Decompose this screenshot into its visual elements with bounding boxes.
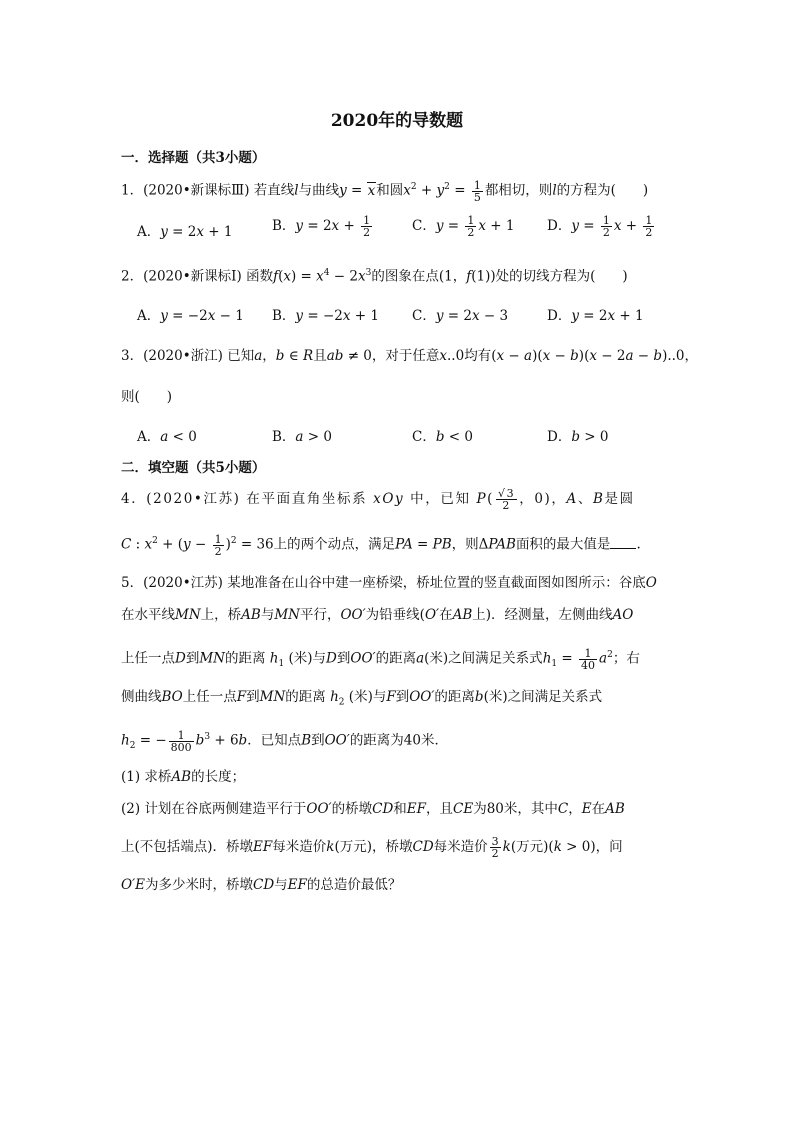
- question-3-options: [137, 425, 677, 449]
- answer-blank[interactable]: [610, 536, 636, 549]
- question-5-part-1: (1) 求桥AB的长度；: [121, 769, 246, 785]
- question-5: 5．(2020•江苏) 某地准备在山谷中建一座桥梁，桥址位置的竖直截面图如图所示：谷底O: [121, 575, 657, 591]
- question-5-part-2-line-2: 上(不包括端点)．桥墩EF每米造价k(万元)，桥墩CD每米造价 $\frac{3}{2}$ k(万元)(k > 0)，问: [121, 835, 623, 860]
- section-heading-fill: 二．填空题（共5小题）: [121, 460, 266, 476]
- question-5-line-5: $h_2$ = − $\frac{1}{800}$ $b^3 + 6b$．已知点B到OO′的距离为40米．: [121, 728, 448, 754]
- question-5-part-2: (2) 计划在谷底两侧建造平行于OO′的桥墩CD和EF，且CE为80米，其中C，E在AB: [121, 801, 625, 817]
- q3-option-d: D．b > 0: [547, 429, 609, 445]
- question-1-options: [137, 214, 677, 244]
- q1-option-b: B．y = 2x + $\frac{1}{2}$: [272, 214, 371, 239]
- question-5-line-2: 在水平线MN上，桥AB与MN平行，OO′为铅垂线(O′在AB上)．经测量，左侧曲线AO: [121, 607, 634, 623]
- question-2: 2．(2020•新课标Ⅰ) 函数$f(x) = x^4 - 2x^3$的图象在点(1，f(1))处的切线方程为( ): [121, 268, 628, 285]
- question-3: 3．(2020•浙江) 已知a，b ∈ R且ab ≠ 0，对于任意x..0均有(x − a)(x − b)(x − 2a − b)..0，: [121, 348, 699, 364]
- q1-option-d: D．y = $\frac{1}{2}$ x + $\frac{1}{2}$: [547, 214, 653, 239]
- question-1: 1．(2020•新课标Ⅲ) 若直线l与曲线y = x和圆$x^2 + y^2$ = $\frac{1}{5}$ 都相切，则l的方程为( ): [121, 178, 649, 204]
- q2-option-a: A．y = −2x − 1: [137, 308, 244, 324]
- question-2-options: [137, 304, 677, 328]
- question-5-part-2-line-3: O′E为多少米时，桥墩CD与EF的总造价最低？: [121, 877, 402, 893]
- question-5-line-3: 上任一点D到MN的距离 $h_1$ (米)与D到OO′的距离a(米)之间满足关系式$h_1$ = $\frac{1}{40}$ $a^2$；右: [121, 646, 640, 672]
- section-heading-choice: 一．选择题（共3小题）: [121, 150, 266, 166]
- question-5-line-4: 侧曲线BO上任一点F到MN的距离 $h_2$ (米)与F到OO′的距离b(米)之间满足关系式: [121, 689, 603, 708]
- q2-option-d: D．y = 2x + 1: [547, 308, 644, 324]
- q1-option-c: C．y = $\frac{1}{2}$ x + 1: [412, 214, 515, 239]
- question-3-line-2: 则( ): [121, 389, 173, 405]
- q3-option-b: B．a > 0: [272, 429, 332, 445]
- q2-option-b: B．y = −2x + 1: [272, 308, 379, 324]
- q1-option-a: A．y = 2x + 1: [137, 224, 233, 240]
- page-title: 2020年的导数题: [330, 111, 464, 131]
- q3-option-a: A．a < 0: [137, 429, 197, 445]
- question-4: 4．(2020•江苏) 在平面直角坐标系 xOy 中，已知 P( $\frac{√3}{2}$ ，0)，A、B是圆: [121, 487, 635, 512]
- q3-option-c: C．b < 0: [412, 429, 473, 445]
- q2-option-c: C．y = 2x − 3: [412, 308, 509, 324]
- question-4-line-2: C : $x^2 + (y$ − $\frac{1}{2}$ )$^2$ = 36上的两个动点，满足PA = PB，则ΔPAB面积的最大值是 .: [121, 532, 641, 558]
